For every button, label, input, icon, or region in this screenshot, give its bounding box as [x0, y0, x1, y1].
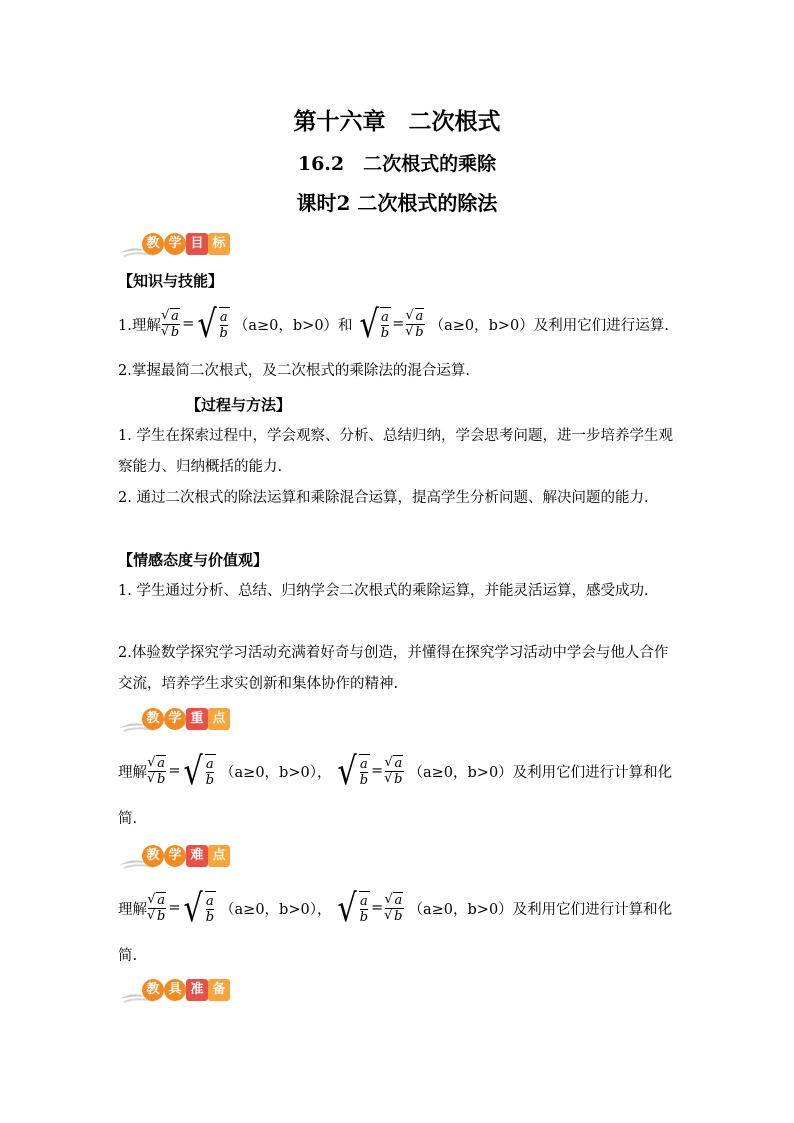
badge-char: 点 [208, 708, 230, 730]
badge-char: 具 [164, 979, 186, 1001]
keypoints-prefix: 理解 [118, 764, 147, 781]
process-1-text: 1. 学生在探索过程中，学会观察、分析、总结归纳，学会思考问题，进一步培养学生观察能力、归纳概括的能力. [118, 428, 673, 475]
difficulties-prefix: 理解 [118, 901, 147, 918]
knowledge-heading: 【知识与技能】 [118, 272, 224, 290]
sqrt-a-over-b: √ a b [358, 302, 390, 346]
goal-2-text: 2.掌握最简二次根式，及二次根式的乘除法的混合运算. [118, 363, 470, 379]
badge-char: 学 [164, 845, 186, 867]
fraction-sqrt-a-over-sqrt-b: √ a √ b [385, 756, 403, 787]
badge-char: 教 [142, 979, 164, 1001]
process-2-text: 2. 通过二次根式的除法运算和乘除混合运算，提高学生分析问题、解决问题的能力. [118, 490, 649, 506]
badge-char: 标 [208, 233, 230, 255]
fraction-sqrt-a-over-sqrt-b: √ a √ b [385, 893, 403, 924]
badge-teaching-tools [118, 977, 228, 1005]
goal-formula-line: 1.理解 √ a √ b = √ a b （a≥0，b>0）和 √ a b = √ a √ b （a≥0，b>0）及利用它们进行运算. [118, 302, 673, 346]
badge-char: 难 [186, 845, 208, 867]
fraction-sqrt-a-over-sqrt-b: √ a √ b [148, 893, 166, 924]
goal-1-condition: （a≥0，b>0）和 [233, 317, 353, 334]
fraction-sqrt-a-over-sqrt-b: √ a √ b [162, 309, 180, 340]
keypoints-condition-1: （a≥0，b>0）， [220, 764, 332, 781]
sqrt-a-over-b: √ a b [337, 886, 369, 930]
badge-char: 教 [142, 233, 164, 255]
chapter-title: 第十六章 二次根式 [293, 108, 501, 135]
sqrt-a-over-b: √ a b [183, 886, 215, 930]
badge-char: 教 [142, 708, 164, 730]
badge-teaching-goals [118, 231, 228, 259]
keypoints-tail: 简. [118, 811, 138, 827]
lesson-title: 课时2 二次根式的除法 [296, 191, 498, 215]
badge-char: 目 [186, 233, 208, 255]
badge-teaching-keypoints [118, 706, 228, 734]
emotion-1-text: 1. 学生通过分析、总结、归纳学会二次根式的乘除运算，并能灵活运算，感受成功. [118, 583, 649, 599]
badge-char: 学 [164, 233, 186, 255]
emotion-2-text: 2.体验数学探究学习活动充满着好奇与创造，并懂得在探究学习活动中学会与他人合作交流，培养学生求实创新和集体协作的精神. [118, 645, 669, 692]
fraction-sqrt-a-over-sqrt-b: √ a √ b [406, 309, 424, 340]
badge-teaching-difficulties [118, 843, 228, 871]
emotion-heading: 【情感态度与价值观】 [118, 551, 269, 569]
fraction-sqrt-a-over-sqrt-b: √ a √ b [148, 756, 166, 787]
difficulties-condition-1: （a≥0，b>0）， [220, 901, 332, 918]
badge-char: 点 [208, 845, 230, 867]
sqrt-a-over-b: √ a b [337, 749, 369, 793]
sqrt-a-over-b: √ a b [183, 749, 215, 793]
process-heading: 【过程与方法】 [186, 396, 292, 414]
goal-1-condition-2: （a≥0，b>0）及利用它们进行运算. [429, 317, 669, 334]
section-title: 16.2 二次根式的乘除 [297, 153, 497, 175]
difficulties-tail: 简. [118, 948, 138, 964]
badge-char: 准 [186, 979, 208, 1001]
sqrt-a-over-b: √ a b [197, 302, 228, 346]
difficulties-condition-2: （a≥0，b>0）及利用它们进行计算和化 [408, 901, 673, 918]
goal-1-prefix: 1.理解 [118, 317, 161, 334]
badge-char: 学 [164, 708, 186, 730]
keypoints-condition-2: （a≥0，b>0）及利用它们进行计算和化 [408, 764, 673, 781]
keypoints-formula-line: 理解 √ a √ b = √ a b （a≥0，b>0）， √ a b = √ a √ b （a≥0，b>0）及利用它们进行计算和化 [118, 749, 676, 793]
difficulties-formula-line: 理解 √ a √ b = √ a b （a≥0，b>0）， √ a b = √ a √ b （a≥0，b>0）及利用它们进行计算和化 [118, 886, 676, 930]
badge-char: 教 [142, 845, 164, 867]
badge-char: 备 [208, 979, 230, 1001]
badge-char: 重 [186, 708, 208, 730]
